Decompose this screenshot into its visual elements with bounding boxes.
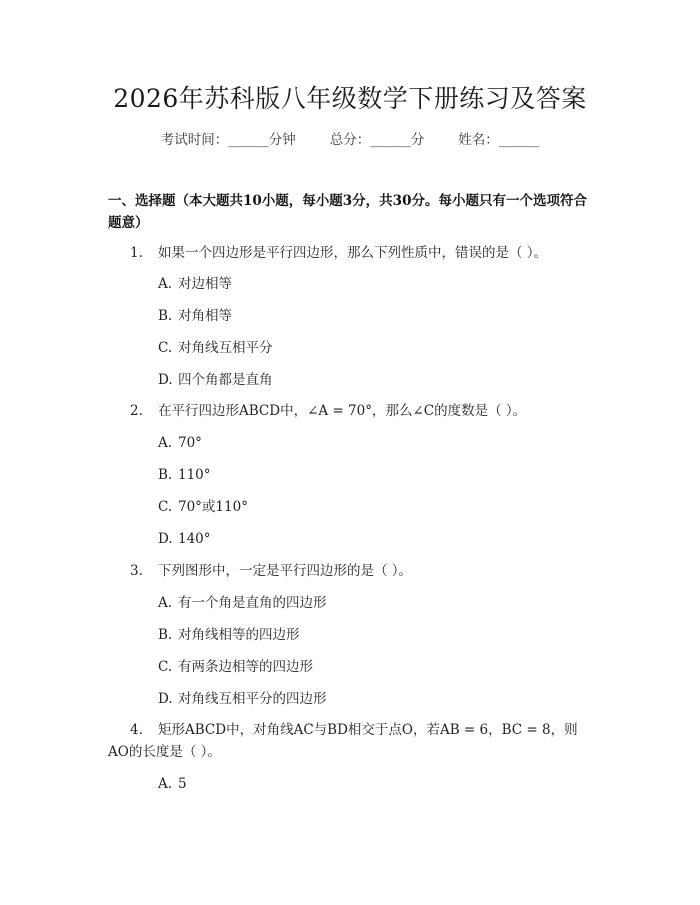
option-1d xyxy=(158,369,598,391)
option-text: 对边相等 xyxy=(178,276,232,292)
option-text: 对角线互相平分的四边形 xyxy=(178,691,327,707)
option-letter: C. xyxy=(158,340,173,356)
option-text: 对角线互相平分 xyxy=(178,340,273,356)
option-text: 四个角都是直角 xyxy=(178,372,273,388)
option-letter: B. xyxy=(158,308,173,324)
option-letter: B. xyxy=(158,627,173,643)
option-4a xyxy=(158,773,598,795)
option-letter: B. xyxy=(158,467,173,483)
option-letter: A. xyxy=(158,276,173,292)
option-3b xyxy=(158,624,598,646)
option-text: 有两条边相等的四边形 xyxy=(178,659,313,675)
option-letter: D. xyxy=(158,531,173,547)
exam-time-label: 考试时间：______分钟 xyxy=(160,132,296,148)
question-text: 在平行四边形ABCD中，∠A = 70°，那么∠C的度数是（ ）。 xyxy=(158,403,527,419)
question-4 xyxy=(108,719,598,763)
question-3 xyxy=(108,560,598,582)
question-1 xyxy=(108,242,598,264)
option-text: 有一个角是直角的四边形 xyxy=(178,595,327,611)
option-2b xyxy=(158,464,598,486)
student-name-label: 姓名：______ xyxy=(458,132,540,148)
option-letter: C. xyxy=(158,499,173,515)
option-1b xyxy=(158,305,598,327)
question-text: 下列图形中，一定是平行四边形的是（ ）。 xyxy=(158,563,413,579)
option-letter: A. xyxy=(158,435,173,451)
option-text: 110° xyxy=(178,467,211,483)
option-1c xyxy=(158,337,598,359)
total-score-label: 总分：______分 xyxy=(329,132,425,148)
option-text: 140° xyxy=(178,531,211,547)
question-text: 如果一个四边形是平行四边形，那么下列性质中，错误的是（ ）。 xyxy=(158,245,548,261)
question-number: 3. xyxy=(130,563,143,579)
option-letter: C. xyxy=(158,659,173,675)
option-letter: D. xyxy=(158,691,173,707)
option-text: 对角相等 xyxy=(178,308,232,324)
option-2a xyxy=(158,432,598,454)
question-2 xyxy=(108,400,598,422)
question-number: 4. xyxy=(130,722,143,738)
option-2c xyxy=(158,496,598,518)
option-2d xyxy=(158,528,598,550)
question-number: 2. xyxy=(130,403,143,419)
exam-meta xyxy=(0,130,700,150)
question-text: 矩形ABCD中，对角线AC与BD相交于点O，若AB = 6，BC = 8，则AO的长度是（ ）。 xyxy=(108,722,578,760)
option-text: 70° xyxy=(178,435,202,451)
question-number: 1. xyxy=(130,245,143,261)
option-3a xyxy=(158,592,598,614)
option-1a xyxy=(158,273,598,295)
option-text: 70°或110° xyxy=(178,499,248,515)
option-letter: A. xyxy=(158,595,173,611)
page-title: 2026年苏科版八年级数学下册练习及答案 xyxy=(113,84,587,113)
option-text: 对角线相等的四边形 xyxy=(178,627,300,643)
section-heading: 一、选择题（本大题共10小题，每小题3分，共30分。每小题只有一个选项符合题意） xyxy=(108,193,587,231)
option-3c xyxy=(158,656,598,678)
option-letter: D. xyxy=(158,372,173,388)
option-3d xyxy=(158,688,598,710)
option-text: 5 xyxy=(178,776,187,792)
option-letter: A. xyxy=(158,776,173,792)
